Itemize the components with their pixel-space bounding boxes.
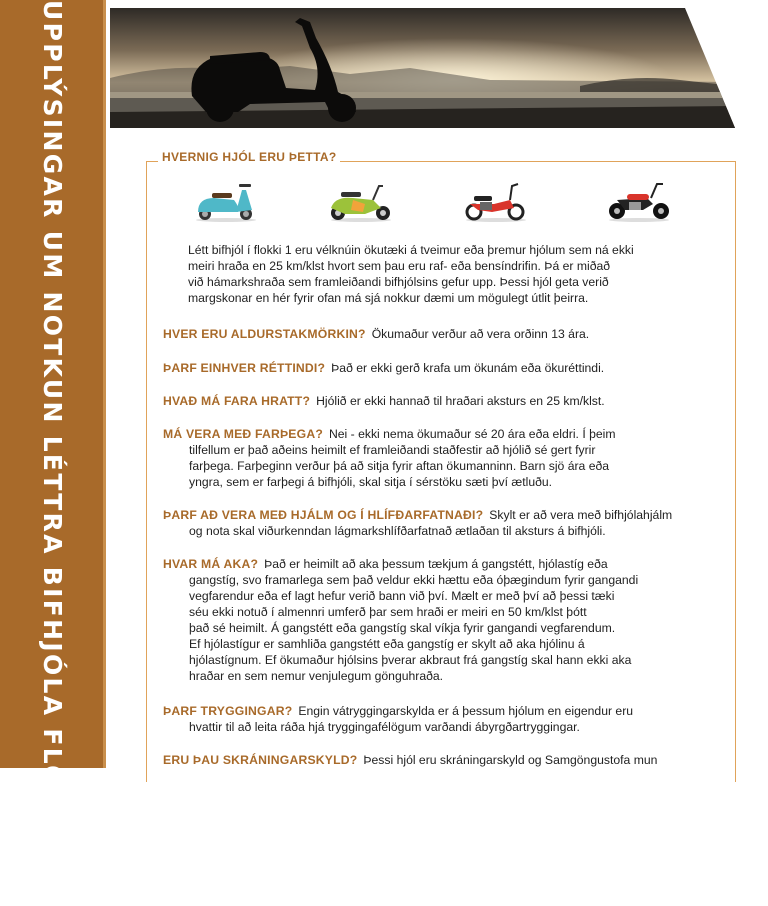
answer: Engin vátryggingarskylda er á þessum hjólum en eigendur eru xyxy=(298,704,634,718)
green-moped-icon xyxy=(325,178,397,224)
intro-line: meiri hraða en 25 km/klst hvort sem þau eru raf- eða bensíndrifin. Þá er miðað xyxy=(188,259,611,273)
intro-text xyxy=(188,242,713,306)
answer-line: tilfellum er það aðeins heimilt ef framleiðandi staðfestir að hjólið sé gert fyrir xyxy=(189,443,596,457)
answer-line: það sé heimilt. Á gangstétt eða gangstíg skal víkja fyrir gangandi vegfarendum. xyxy=(189,621,616,635)
qa-insurance xyxy=(163,703,723,735)
sidebar xyxy=(0,0,108,906)
answer-line: séu ekki notuð í almennri umferð þar sem hraði er meiri en 50 km/klst þótt xyxy=(189,605,587,619)
answer-line: vegfarendur eða ef lagt hefur verið bann við því. Mælt er með því að þessi tæki xyxy=(189,589,615,603)
qa-age-limits xyxy=(163,326,723,342)
section-heading: HVERNIG HJÓL ERU ÞETTA? xyxy=(158,150,340,164)
answer: Nei - ekki nema ökumaður sé 20 ára eða eldri. Í þeim xyxy=(328,427,616,441)
answer: Hjólið er ekki hannað til hraðari aksturs en 25 km/klst. xyxy=(316,394,605,408)
sidebar-edge xyxy=(103,0,106,768)
answer-line: hjólastígnum. Ef ökumaður hjólsins þverar akbraut frá gangstíg skal hann ekki aka xyxy=(189,653,632,667)
scooter-sunset-image xyxy=(110,8,735,128)
answer-line: hraðar en sem nemur venjulegum gönguhraða. xyxy=(189,669,444,683)
answer-line: Ef hjólastígur er samhliða gangstétt eða gangstíg er skylt að aka hjólinu á xyxy=(189,637,585,651)
bike-examples xyxy=(185,178,675,224)
question: ÞARF TRYGGINGAR? xyxy=(163,704,293,718)
black-minibike-icon xyxy=(603,178,675,224)
answer: Það er ekki gerð krafa um ökunám eða ökuréttindi. xyxy=(331,361,605,375)
intro-line: Létt bifhjól í flokki 1 eru vélknúin ökutæki á tveimur eða þremur hjólum sem ná ekki xyxy=(188,243,634,257)
answer-line: og nota skal viðurkenndan lágmarkshlífðarfatnað ætlaðan til aksturs á bifhjóli. xyxy=(189,524,606,538)
blue-vespa-scooter-icon xyxy=(190,178,262,224)
qa-registration xyxy=(163,752,723,768)
answer-line: gangstíg, svo framarlega sem það veldur ekki hættu eða óþægindum fyrir gangandi xyxy=(189,573,639,587)
answer-line: hvattir til að leita ráða hjá tryggingafélögum varðandi ábyrgðartryggingar. xyxy=(189,720,580,734)
qa-speed xyxy=(163,393,723,409)
answer-line: farþega. Farþeginn verður þá að sitja fyrir aftan ökumanninn. Barn sjö ára eða xyxy=(189,459,610,473)
qa-passenger xyxy=(163,426,723,490)
question: ÞARF AÐ VERA MEÐ HJÁLM OG Í HLÍFÐARFATNAÐI? xyxy=(163,508,484,522)
intro-line: við hámarkshraða sem framleiðandi bifhjólsins gefur upp. Þessi hjól geta verið xyxy=(188,275,609,289)
question: ERU ÞAU SKRÁNINGARSKYLD? xyxy=(163,753,358,767)
qa-helmet xyxy=(163,507,723,539)
question: HVER ERU ALDURSTAKMÖRKIN? xyxy=(163,327,366,341)
answer-line: yngra, sem er farþegi á bifhjóli, skal sitja í sérstöku sæti því ætluðu. xyxy=(189,475,553,489)
answer: Ökumaður verður að vera orðinn 13 ára. xyxy=(371,327,590,341)
sidebar-title: UPPLÝSINGAR UM NOTKUN LÉTTRA BIFHJÓLA FLOKKUR 1 xyxy=(38,0,67,906)
answer: Þessi hjól eru skráningarskyld og Samgöngustofa mun xyxy=(363,753,658,767)
answer: Það er heimilt að aka þessum tækjum á gangstétt, hjólastíg eða xyxy=(264,557,608,571)
qa-where xyxy=(163,556,723,684)
qa-license xyxy=(163,360,723,376)
banner-photo xyxy=(110,8,735,128)
question: MÁ VERA MEÐ FARÞEGA? xyxy=(163,427,323,441)
question: HVAR MÁ AKA? xyxy=(163,557,259,571)
question: ÞARF EINHVER RÉTTINDI? xyxy=(163,361,326,375)
answer: Skylt er að vera með bifhjólahjálm xyxy=(489,508,673,522)
question: HVAÐ MÁ FARA HRATT? xyxy=(163,394,311,408)
red-moped-icon xyxy=(460,178,532,224)
intro-line: margskonar en hér fyrir ofan má sjá nokkur dæmi um mögulegt útlit þeirra. xyxy=(188,291,589,305)
